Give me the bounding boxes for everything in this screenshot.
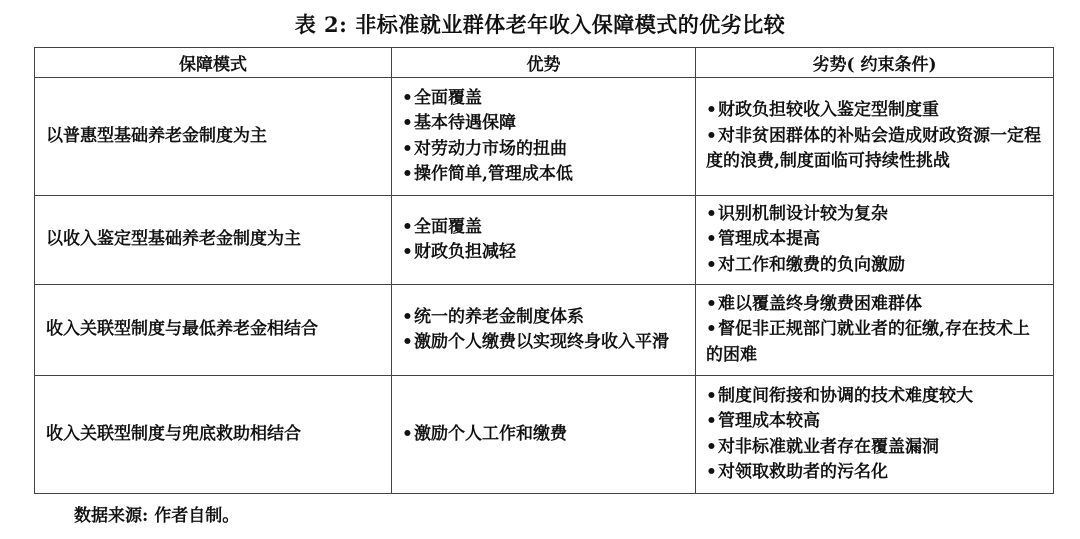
pros-text: 统一的养老金制度体系	[414, 306, 584, 327]
cons-text: 识别机制设计较为复杂	[718, 203, 888, 224]
cons-list	[706, 292, 1045, 369]
pros-list	[402, 86, 687, 188]
cons-item	[706, 253, 1045, 279]
header-mode: 保障模式	[35, 48, 392, 78]
cons-cell	[696, 78, 1054, 196]
source-note: 数据来源: 作者自制。	[74, 506, 240, 526]
bullet-icon: •	[706, 229, 717, 250]
bullet-icon: •	[402, 87, 413, 108]
pros-text: 对劳动力市场的扭曲	[414, 138, 567, 159]
cons-item	[706, 460, 1045, 486]
bullet-icon: •	[706, 462, 717, 482]
bullet-icon: •	[402, 306, 413, 327]
pros-text: 激励个人工作和缴费	[414, 423, 567, 444]
pros-item	[402, 215, 687, 241]
mode-cell: 以收入鉴定型基础养老金制度为主	[35, 196, 392, 285]
pros-item	[402, 162, 687, 188]
bullet-icon: •	[402, 138, 413, 159]
table-row	[35, 78, 1054, 196]
cons-text: 制度间衔接和协调的技术难度较大	[718, 385, 973, 406]
cons-cell	[696, 285, 1054, 376]
mode-cell: 以普惠型基础养老金制度为主	[35, 78, 392, 196]
pros-text: 全面覆盖	[414, 87, 482, 108]
cons-text: 督促非正规部门就业者的征缴,存在技术上的困难	[706, 319, 1030, 365]
pros-item	[402, 305, 687, 331]
pros-item	[402, 86, 687, 112]
pros-text: 激励个人缴费以实现终身收入平滑	[414, 332, 669, 352]
cons-text: 对工作和缴费的负向激励	[718, 254, 905, 275]
pros-cell	[392, 376, 696, 494]
table-header-row	[35, 48, 1054, 78]
bullet-icon: •	[706, 254, 717, 275]
pros-cell	[392, 196, 696, 285]
bullet-icon: •	[402, 423, 413, 444]
pros-item	[402, 422, 687, 448]
pros-cell	[392, 78, 696, 196]
bullet-icon: •	[402, 113, 413, 133]
pros-list	[402, 422, 687, 448]
cons-list	[706, 98, 1045, 175]
cons-item	[706, 202, 1045, 228]
cons-text: 财政负担较收入鉴定型制度重	[718, 100, 939, 121]
cons-item	[706, 435, 1045, 461]
cons-item	[706, 227, 1045, 253]
bullet-icon: •	[706, 411, 717, 431]
cons-text: 管理成本提高	[718, 229, 820, 250]
bullet-icon: •	[706, 125, 717, 146]
cons-list	[706, 202, 1045, 279]
cons-item	[706, 292, 1045, 318]
cons-text: 对领取救助者的污名化	[718, 462, 888, 482]
cons-item	[706, 98, 1045, 124]
bullet-icon: •	[402, 216, 413, 237]
bullet-icon: •	[706, 203, 717, 224]
cons-text: 对非标准就业者存在覆盖漏洞	[718, 436, 939, 457]
cons-text: 管理成本较高	[718, 411, 820, 431]
cons-text: 难以覆盖终身缴费困难群体	[718, 293, 922, 314]
pros-text: 操作简单,管理成本低	[414, 164, 573, 184]
mode-cell: 收入关联型制度与兜底救助相结合	[35, 376, 392, 494]
cons-item	[706, 409, 1045, 435]
bullet-icon: •	[402, 242, 413, 262]
table-row	[35, 376, 1054, 494]
pros-text: 全面覆盖	[414, 216, 482, 237]
pros-item	[402, 240, 687, 266]
mode-cell: 收入关联型制度与最低养老金相结合	[35, 285, 392, 376]
pros-item	[402, 111, 687, 137]
cons-cell	[696, 196, 1054, 285]
pros-text: 基本待遇保障	[414, 113, 516, 133]
bullet-icon: •	[706, 100, 717, 121]
bullet-icon: •	[402, 332, 413, 352]
table-title: 表 2: 非标准就业群体老年收入保障模式的优劣比较	[294, 12, 786, 37]
cons-item	[706, 384, 1045, 410]
pros-text: 财政负担减轻	[414, 242, 516, 262]
bullet-icon: •	[706, 385, 717, 406]
table-row	[35, 196, 1054, 285]
pros-item	[402, 330, 687, 356]
cons-item	[706, 124, 1045, 175]
bullet-icon: •	[706, 293, 717, 314]
pros-list	[402, 215, 687, 266]
header-cons: 劣势( 约束条件)	[696, 48, 1054, 78]
cons-item	[706, 317, 1045, 368]
bullet-icon: •	[706, 436, 717, 457]
table-row	[35, 285, 1054, 376]
pros-cell	[392, 285, 696, 376]
cons-list	[706, 384, 1045, 486]
cons-text: 对非贫困群体的补贴会造成财政资源一定程度的浪费,制度面临可持续性挑战	[706, 125, 1041, 172]
cons-cell	[696, 376, 1054, 494]
bullet-icon: •	[706, 319, 717, 340]
comparison-table	[34, 47, 1054, 494]
header-pros: 优势	[392, 48, 696, 78]
bullet-icon: •	[402, 164, 413, 184]
pros-item	[402, 137, 687, 163]
pros-list	[402, 305, 687, 356]
